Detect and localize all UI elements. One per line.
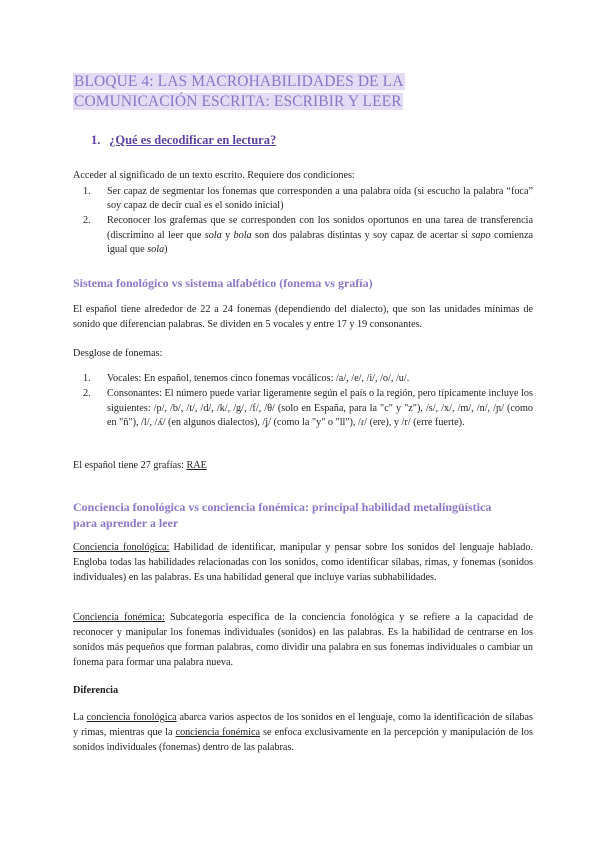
heading-conciencia bbox=[73, 499, 543, 531]
term-conciencia-fonemica: Conciencia fonémica: bbox=[73, 612, 165, 623]
rae-link[interactable]: RAE bbox=[186, 460, 207, 471]
example-word: sola bbox=[204, 229, 222, 241]
heading-line2: para aprender a leer bbox=[73, 516, 179, 530]
grafias-text: El español tiene 27 grafías: bbox=[73, 460, 187, 471]
example-word: bola bbox=[233, 229, 252, 241]
heading-line1: Conciencia fonológica vs conciencia fonémica: principal habilidad metalingüística bbox=[73, 500, 492, 514]
block-title bbox=[73, 72, 513, 112]
section-1-heading bbox=[91, 133, 276, 148]
diferencia-text: abarca varios aspectos de los sonidos en el lenguaje, como la identificación de sílabas y rimas, mientras que la bbox=[73, 712, 533, 738]
diferencia-text: La bbox=[73, 712, 87, 723]
list-number: 2. bbox=[83, 215, 91, 227]
term-conciencia-fonemica: conciencia fonémica bbox=[175, 727, 261, 738]
list-text: ) bbox=[164, 243, 168, 255]
list-item bbox=[73, 185, 533, 213]
list-text: Ser capaz de segmentar los fonemas que corresponden a una palabra oída (si escucho la palabra “foca” soy capaz de decir cual es el sonido inicial) bbox=[107, 186, 533, 212]
block-title-line2: COMUNICACIÓN ESCRITA: ESCRIBIR Y LEER bbox=[74, 93, 402, 110]
fonemas-list bbox=[73, 372, 533, 432]
definition-text: Habilidad de identificar, manipular y pensar sobre los sonidos del lenguaje hablado. Engloba todas las habilidades relacionadas con los sonidos, como identificar sílabas, rimas, y fonemas (sonidos individuales) en las palabras. Es una habilidad general que incluye varias subhabilidades. bbox=[73, 542, 533, 583]
diferencia-heading: Diferencia bbox=[73, 685, 119, 696]
list-text: Consonantes: El número puede variar ligeramente según el país o la región, pero típicamente incluye los siguientes: /p/, /b/, /t/, /d/, /k/, /g/, /f/, /θ/ (solo en España, para la "c" y "z"), /s/, /x/, /m/, /n/, /ɲ/ (como en "ñ"), /l/, /ʎ/ (en algunos dialectos), /ʝ/ (como la "y" o "ll"), /ɾ/ (ere), y /r/ (erre fuerte). bbox=[107, 388, 533, 429]
example-word: sola bbox=[147, 243, 165, 255]
conditions-list bbox=[73, 185, 533, 258]
list-number: 1. bbox=[83, 373, 91, 384]
list-text: Reconocer los grafemas que se corresponden con los sonidos oportunos en una tarea de transferencia (discrimino al leer que bbox=[107, 215, 533, 241]
fonemas-paragraph: El español tiene alrededor de 22 a 24 fonemas (dependiendo del dialecto), que son las unidades mínimas de sonido que diferencian palabras. Se dividen en 5 vocales y entre 17 y 19 consonantes. bbox=[73, 304, 533, 330]
list-text: son dos palabras distintas y soy capaz de acertar si bbox=[251, 229, 472, 241]
block-title-line1: BLOQUE 4: LAS MACROHABILIDADES DE LA bbox=[74, 73, 404, 90]
section-1-title: ¿Qué es decodificar en lectura? bbox=[109, 133, 277, 147]
desglose-label: Desglose de fonemas: bbox=[73, 348, 163, 359]
conciencia-fonologica-paragraph bbox=[73, 540, 533, 585]
conciencia-fonemica-paragraph bbox=[73, 610, 533, 670]
term-conciencia-fonologica: conciencia fonológica bbox=[86, 712, 177, 723]
list-number: 1. bbox=[83, 186, 91, 197]
list-item bbox=[73, 372, 533, 386]
list-number: 2. bbox=[83, 388, 91, 400]
diferencia-text: se enfoca exclusivamente en la percepción y manipulación de los sonidos individuales (fonemas) dentro de las palabras. bbox=[73, 727, 533, 753]
grafias-line bbox=[73, 458, 533, 473]
section-1-number: 1. bbox=[91, 133, 101, 147]
list-item bbox=[73, 214, 533, 257]
definition-text: Subcategoría específica de la conciencia fonológica y se refiere a la capacidad de reconocer y manipular los fonemas individuales (sonidos) en las palabras. Es la habilidad de centrarse en los sonidos más pequeños que forman palabras, como dividir una palabra en sus fonemas individuales o cambiar un fonema para formar una palabra nueva. bbox=[73, 612, 533, 668]
intro-text: Acceder al significado de un texto escrito. Requiere dos condiciones: bbox=[73, 170, 355, 181]
list-item bbox=[73, 387, 533, 431]
list-text: comienza igual que bbox=[107, 229, 533, 255]
list-text: Vocales: En español, tenemos cinco fonemas vocálicos: /a/, /e/, /i/, /o/, /u/. bbox=[107, 373, 410, 384]
diferencia-paragraph bbox=[73, 710, 533, 755]
list-text: y bbox=[221, 229, 234, 241]
heading-fonema-grafia: Sistema fonológico vs sistema alfabético (fonema vs grafía) bbox=[73, 276, 373, 290]
example-word: sapo bbox=[471, 229, 491, 241]
term-conciencia-fonologica: Conciencia fonológica: bbox=[73, 542, 170, 553]
